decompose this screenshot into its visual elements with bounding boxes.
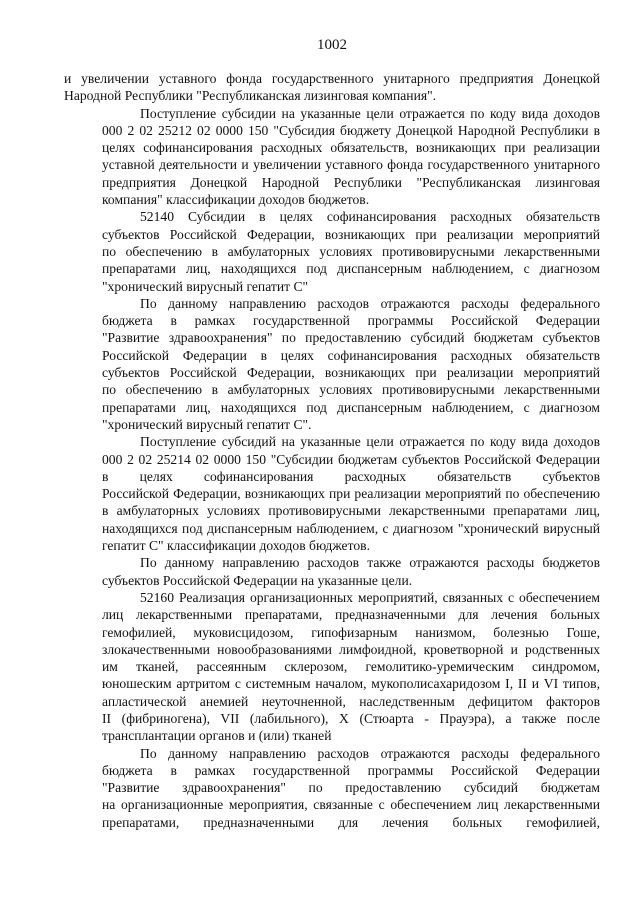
text-line: субъектов Российской Федерации, возникающих при реализации мероприятий bbox=[102, 365, 600, 381]
paragraph bbox=[64, 295, 600, 433]
text-line: целях софинансирования расходных обязательств, возникающих при реализации bbox=[102, 140, 600, 156]
text-line: "Развитие здравоохранения" по предоставлению субсидий бюджетам субъектов bbox=[102, 330, 600, 346]
text-line: 52160 Реализация организационных мероприятий, связанных с обеспечением bbox=[140, 589, 600, 605]
text-line: гемофилией, муковисцидозом, гипофизарным нанизмом, болезнью Гоше, bbox=[102, 624, 600, 640]
page-number: 1002 bbox=[317, 37, 347, 53]
text-line: гепатит С" классификации доходов бюджетов. bbox=[102, 538, 370, 554]
text-line: По данному направлению расходов отражаются расходы федерального bbox=[140, 295, 600, 311]
text-line: препаратами лиц, находящихся под диспансерным наблюдением, с диагнозом bbox=[102, 261, 600, 277]
text-line: предприятия Донецкой Народной Республики "Республиканская лизинговая bbox=[102, 174, 600, 190]
text-line: Российской Федерации, возникающих при реализации мероприятий по обеспечению bbox=[102, 486, 600, 502]
text-line: по обеспечению в амбулаторных условиях противовирусными лекарственными bbox=[102, 243, 600, 259]
text-line: в амбулаторных условиях противовирусными лекарственными препаратами лиц, bbox=[102, 503, 600, 519]
document-body bbox=[64, 70, 600, 831]
text-line: в целях софинансирования расходных обязательств субъектов bbox=[102, 468, 600, 484]
text-line: уставной деятельности и увеличении уставного фонда государственного унитарного bbox=[102, 157, 600, 173]
text-line: субъектов Российской Федерации на указанные цели. bbox=[102, 572, 413, 588]
text-line: им тканей, рассеянным склерозом, гемолитико-уремическим синдромом, bbox=[102, 659, 600, 675]
text-line: Народной Республики "Республиканская лизинговая компания". bbox=[64, 88, 437, 104]
text-line: 52140 Субсидии в целях софинансирования расходных обязательств bbox=[140, 209, 600, 225]
text-line: бюджета в рамках государственной программы Российской Федерации bbox=[102, 313, 600, 329]
text-line: апластической анемией неуточненной, наследственным дефицитом факторов bbox=[102, 693, 600, 709]
paragraph bbox=[64, 70, 600, 105]
text-line: на организационные мероприятия, связанные с обеспечением лиц лекарственными bbox=[102, 797, 600, 813]
text-line: "хронический вирусный гепатит С". bbox=[102, 416, 312, 432]
text-line: лиц лекарственными препаратами, предназначенными для лечения больных bbox=[102, 607, 600, 623]
paragraph bbox=[64, 433, 600, 554]
paragraph bbox=[64, 554, 600, 589]
text-line: препаратами, предназначенными для лечения больных гемофилией, bbox=[102, 814, 600, 830]
text-line: препаратами лиц, находящихся под диспансерным наблюдением, с диагнозом bbox=[102, 399, 600, 415]
text-line: субъектов Российской Федерации, возникающих при реализации мероприятий bbox=[102, 226, 600, 242]
text-line: II (фибриногена), VII (лабильного), X (Стюарта - Прауэра), а также после bbox=[102, 710, 600, 726]
text-line: бюджета в рамках государственной программы Российской Федерации bbox=[102, 762, 600, 778]
text-line: находящихся под диспансерным наблюдением, с диагнозом "хронический вирусный bbox=[102, 520, 600, 536]
paragraph bbox=[64, 745, 600, 831]
text-line: трансплантации органов и (или) тканей bbox=[102, 728, 332, 744]
text-line: Российской Федерации в целях софинансирования расходных обязательств bbox=[102, 347, 600, 363]
text-line: По данному направлению расходов также отражаются расходы бюджетов bbox=[140, 555, 600, 571]
paragraph bbox=[64, 208, 600, 294]
text-line: "Развитие здравоохранения" по предоставлению субсидий бюджетам bbox=[102, 780, 600, 796]
text-line: злокачественными новообразованиями лимфоидной, кроветворной и родственных bbox=[102, 641, 600, 657]
text-line: По данному направлению расходов отражаются расходы федерального bbox=[140, 745, 600, 761]
paragraph bbox=[64, 589, 600, 745]
text-line: 000 2 02 25212 02 0000 150 "Субсидия бюджету Донецкой Народной Республики в bbox=[102, 122, 600, 138]
text-line: по обеспечению в амбулаторных условиях противовирусными лекарственными bbox=[102, 382, 600, 398]
text-line: "хронический вирусный гепатит С" bbox=[102, 278, 309, 294]
text-line: Поступление субсидии на указанные цели отражается по коду вида доходов bbox=[140, 105, 600, 121]
text-line: и увеличении уставного фонда государственного унитарного предприятия Донецкой bbox=[64, 71, 600, 86]
text-line: компания" классификации доходов бюджетов. bbox=[102, 192, 370, 208]
text-line: Поступление субсидий на указанные цели отражается по коду вида доходов bbox=[140, 434, 600, 450]
paragraph bbox=[64, 105, 600, 209]
text-line: юношеским артритом с системным началом, мукополисахаридозом I, II и VI типов, bbox=[102, 676, 600, 692]
text-line: 000 2 02 25214 02 0000 150 "Субсидии бюджетам субъектов Российской Федерации bbox=[102, 451, 600, 467]
